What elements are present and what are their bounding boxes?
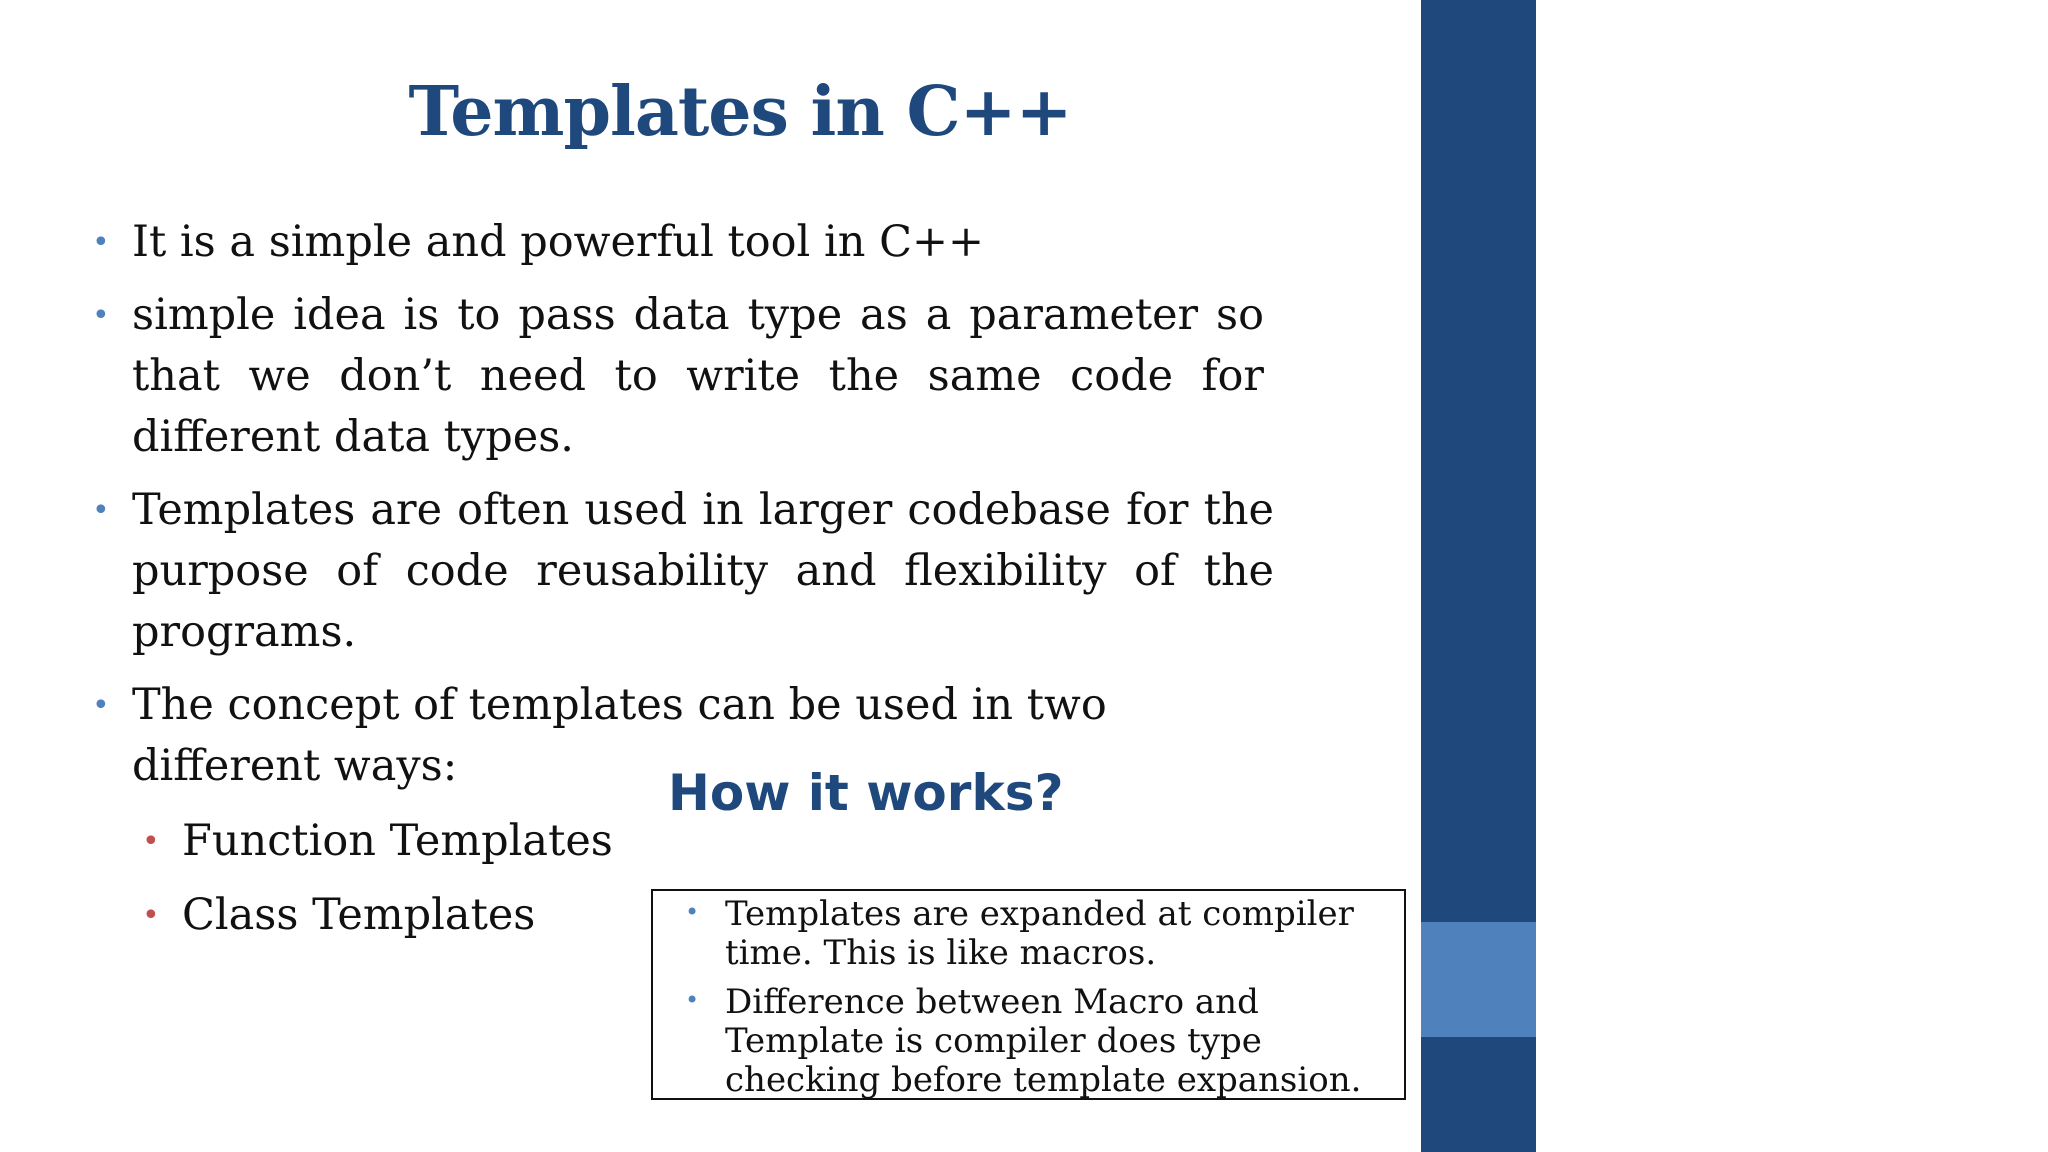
bullet-icon: • xyxy=(685,986,700,1014)
main-bullet-list xyxy=(92,212,1342,959)
bullet-icon: • xyxy=(92,225,110,260)
decorative-bar-light xyxy=(1421,922,1536,1037)
bullet-icon: • xyxy=(92,493,110,528)
main-bullet-item xyxy=(92,212,1342,273)
bullet-icon: • xyxy=(92,298,110,333)
bullet-icon: • xyxy=(685,898,700,926)
how-it-works-item xyxy=(685,895,1385,973)
main-bullet-text: The concept of templates can be used in two different ways: xyxy=(132,680,1107,791)
how-it-works-text: Templates are expanded at compiler time. This is like macros. xyxy=(725,894,1354,973)
how-it-works-list xyxy=(685,895,1385,1110)
bullet-icon: • xyxy=(142,824,160,859)
bullet-icon: • xyxy=(92,688,110,723)
how-it-works-heading: How it works? xyxy=(668,764,1064,822)
slide-title: Templates in C++ xyxy=(408,72,1072,152)
main-bullet-item xyxy=(92,285,1264,468)
sub-bullet-text: Class Templates xyxy=(182,890,536,940)
bullet-icon: • xyxy=(142,898,160,933)
main-bullet-text: Templates are often used in larger codebase for the purpose of code reusability and flexibility of the programs. xyxy=(132,485,1274,657)
main-bullet-item xyxy=(92,480,1274,663)
how-it-works-item xyxy=(685,983,1385,1100)
main-bullet-text: It is a simple and powerful tool in C++ xyxy=(132,217,985,267)
sub-bullet-text: Function Templates xyxy=(182,816,613,866)
how-it-works-box xyxy=(651,889,1406,1100)
main-bullet-text: simple idea is to pass data type as a parameter so that we don’t need to write the same code for different data types. xyxy=(132,290,1264,462)
how-it-works-text: Difference between Macro and Template is compiler does type checking before template expansion. xyxy=(725,982,1362,1100)
